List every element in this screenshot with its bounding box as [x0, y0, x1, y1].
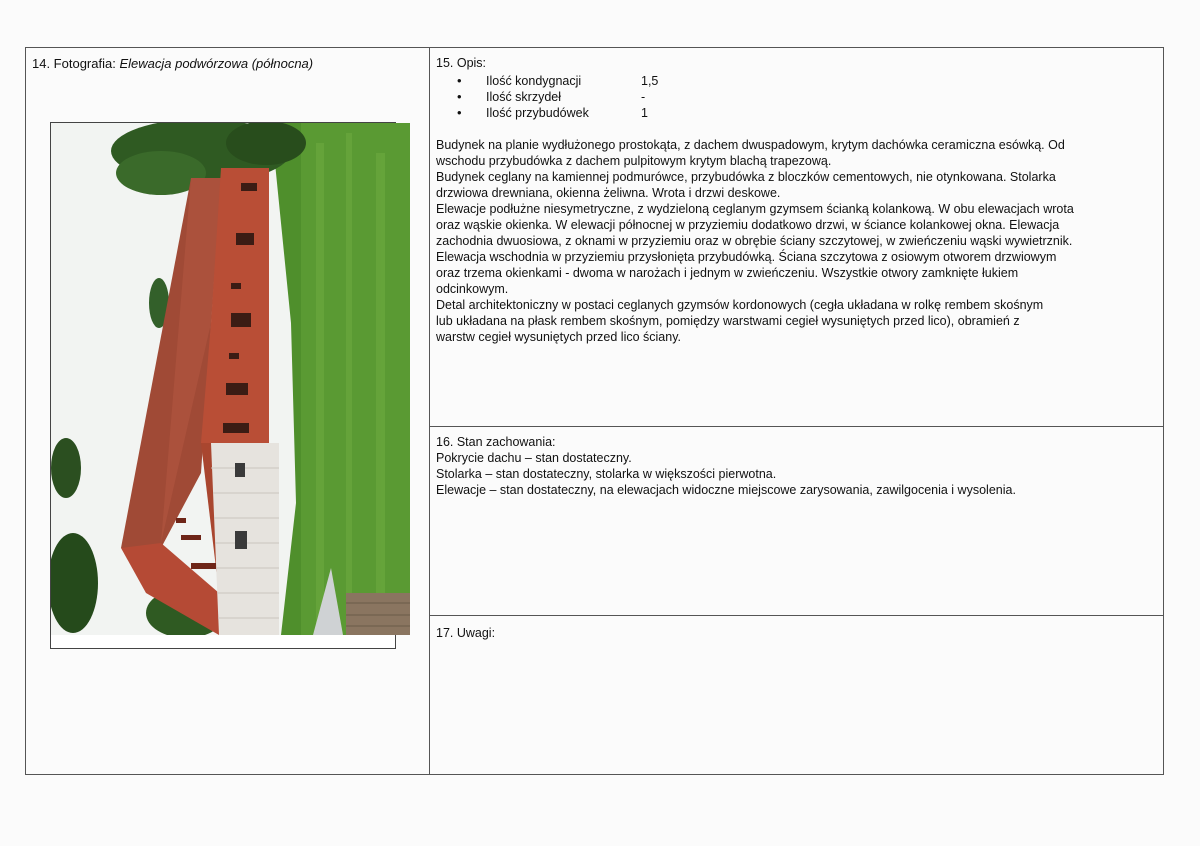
- text-line: oraz wąskie okienka. W elewacji północnej w przyziemiu dodatkowo drzwi, w ściance kolankowej okna. Elewacja: [436, 218, 1060, 232]
- building-photo: [51, 123, 410, 635]
- text-line: lub układana na płask rembem skośnym, pomiędzy warstwami cegieł wysuniętych przed lico), obramień z: [436, 314, 1020, 328]
- text-line: Stolarka – stan dostateczny, stolarka w większości pierwotna.: [436, 467, 777, 481]
- text-line: Elewacja wschodnia w przyziemiu przysłonięta przybudówką. Ściana szczytowa z osiowym otworem drzwiowym: [436, 250, 1057, 264]
- notes-title: 17. Uwagi:: [436, 626, 496, 640]
- list-item: [436, 89, 1158, 105]
- photo-cell-title: [32, 56, 313, 72]
- condition-cell: [436, 434, 1158, 498]
- text-line: zachodnia dwuosiowa, z oknami w przyziemiu oraz w obrębie ściany szczytowej, w zwieńczeniu wąski wywietrznik.: [436, 234, 1073, 248]
- barn-photo-illustration: [51, 123, 410, 635]
- text-line: Elewacje podłużne niesymetryczne, z wydzieloną ceglanym gzymsem ścianką kolankową. W obu elewacjach wrota: [436, 202, 1074, 216]
- condition-title: 16. Stan zachowania:: [436, 435, 556, 449]
- parameter-label: Ilość przybudówek: [486, 106, 589, 120]
- row-divider: [430, 426, 1164, 427]
- photo-frame: [50, 122, 396, 649]
- list-item: [436, 105, 1158, 121]
- parameter-label: Ilość kondygnacji: [486, 74, 582, 88]
- row-divider: [430, 615, 1164, 616]
- parameter-value: 1,5: [641, 74, 659, 88]
- text-line: wschodu przybudówka z dachem pulpitowym krytym blachą trapezową.: [436, 154, 832, 168]
- parameter-value: 1: [641, 106, 648, 120]
- text-line: Pokrycie dachu – stan dostateczny.: [436, 451, 632, 465]
- text-line: Budynek ceglany na kamiennej podmurówce, przybudówka z bloczków cementowych, nie otynkowana. Stolarka: [436, 170, 1056, 184]
- text-line: odcinkowym.: [436, 282, 509, 296]
- text-line: Budynek na planie wydłużonego prostokąta, z dachem dwuspadowym, krytym dachówka ceramiczna esówką. Od: [436, 138, 1065, 152]
- photo-cell-number: 14. Fotografia:: [32, 56, 120, 71]
- list-item: [436, 73, 1158, 89]
- photo-caption: Elewacja podwórzowa (północna): [119, 56, 314, 71]
- parameter-list: [436, 73, 1158, 121]
- text-line: warstw cegieł wysuniętych przed lico ściany.: [436, 330, 682, 344]
- description-title: 15. Opis:: [436, 56, 487, 70]
- column-divider: [429, 48, 430, 775]
- text-line: Elewacje – stan dostateczny, na elewacjach widoczne miejscowe zarysowania, zawilgocenia i wysolenia.: [436, 483, 1016, 497]
- description-text: [436, 137, 1158, 345]
- notes-cell: [436, 625, 495, 641]
- parameter-value: -: [641, 90, 646, 104]
- text-line: oraz trzema okienkami - dwoma w narożach i jednym w zwieńczeniu. Wszystkie otwory zamknięte łukiem: [436, 266, 1019, 280]
- text-line: drzwiowa drewniana, okienna żeliwna. Wrota i drzwi deskowe.: [436, 186, 781, 200]
- text-line: Detal architektoniczny w postaci ceglanych gzymsów kordonowych (cegła układana w rolkę rembem skośnym: [436, 298, 1044, 312]
- description-cell: [436, 55, 1158, 345]
- parameter-label: Ilość skrzydeł: [486, 90, 562, 104]
